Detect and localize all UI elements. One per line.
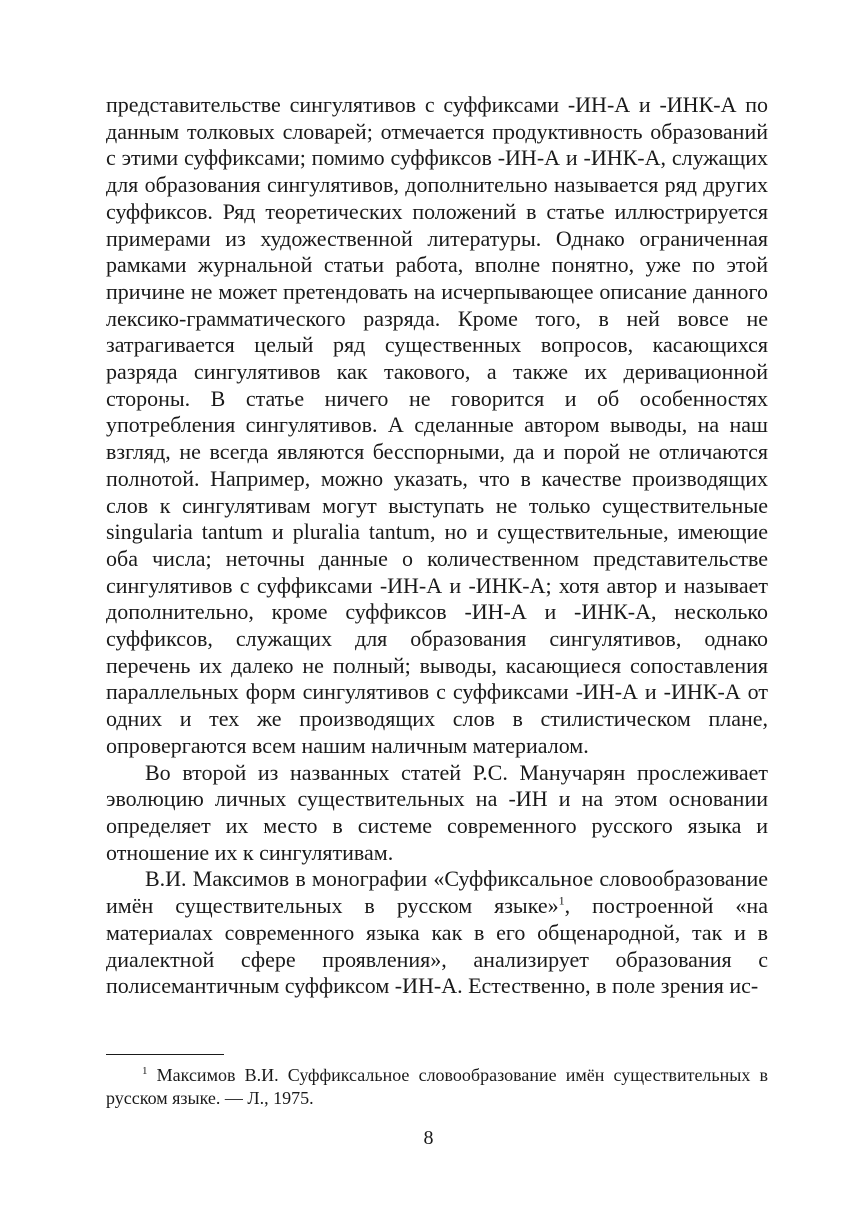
page-number: 8 bbox=[423, 1127, 434, 1149]
paragraph-2: Во второй из названных статей Р.С. Манучарян прослеживает эволюцию личных существительных на -ИН и на этом основании определяет их место в системе современного русского языка и отношение их к сингулятивам. bbox=[106, 759, 768, 865]
footnote-reference-mark: 1 bbox=[558, 893, 565, 908]
paragraph-1: представительстве сингулятивов с суффиксами -ИН-А и -ИНК-А по данным толковых словарей; отмечается продуктивность образований с этими суффиксами; помимо суффиксов -ИН-А и -ИНК-А, служащих для образования сингулятивов, дополнительно называется ряд других суффиксов. Ряд теоретических положений в статье иллюстрируется примерами из художественной литературы. Однако ограниченная рамками журнальной статьи работа, вполне понятно, уже по этой причине не может претендовать на исчерпывающее описание данного лексико-грамматического разряда. Кроме того, в ней вовсе не затрагивается целый ряд существенных вопросов, касающихся разряда сингулятивов как такового, а также их деривационной стороны. В статье ничего не говорится и об особенностях употребления сингулятивов. А сделанные автором выводы, на наш взгляд, не всегда являются бесспорными, да и порой не отличаются полнотой. Например, можно указать, что в качестве производящих слов к сингулятивам могут выступать не только существительные singularia tantum и pluralia tantum, но и существительные, имеющие оба числа; неточны данные о количественном представительстве сингулятивов с суффиксами -ИН-А и -ИНК-А; хотя автор и называет дополнительно, кроме суффиксов -ИН-А и -ИНК-А, несколько суффиксов, служащих для образования сингулятивов, однако перечень их далеко не полный; выводы, касающиеся сопоставления параллельных форм сингулятивов с суффиксами -ИН-А и -ИНК-А от одних и тех же производящих слов в стилистическом плане, опровергаются всем нашим наличным материалом. bbox=[106, 92, 768, 758]
page-body bbox=[106, 92, 768, 1000]
paragraph-3-text-after-ref: , построенной «на материалах современного языка как в его общенародной, так и в диалектной сфере проявления», анализирует образования с полисемантичным суффиксом -ИН-А. Естественно, в поле зрения ис- bbox=[106, 893, 768, 999]
footnote-text: Максимов В.И. Суффиксальное словообразование имён существительных в русском языке. — Л., 1975. bbox=[106, 1065, 768, 1108]
footnote-divider bbox=[106, 1054, 224, 1055]
footnote-mark: 1 bbox=[142, 1065, 148, 1077]
paragraph-3 bbox=[106, 866, 768, 1000]
paragraph-3-text-before-ref: В.И. Максимов в монографии «Суффиксальное словообразование имён существительных в русском языке» bbox=[106, 866, 768, 919]
footnote bbox=[106, 1064, 768, 1110]
